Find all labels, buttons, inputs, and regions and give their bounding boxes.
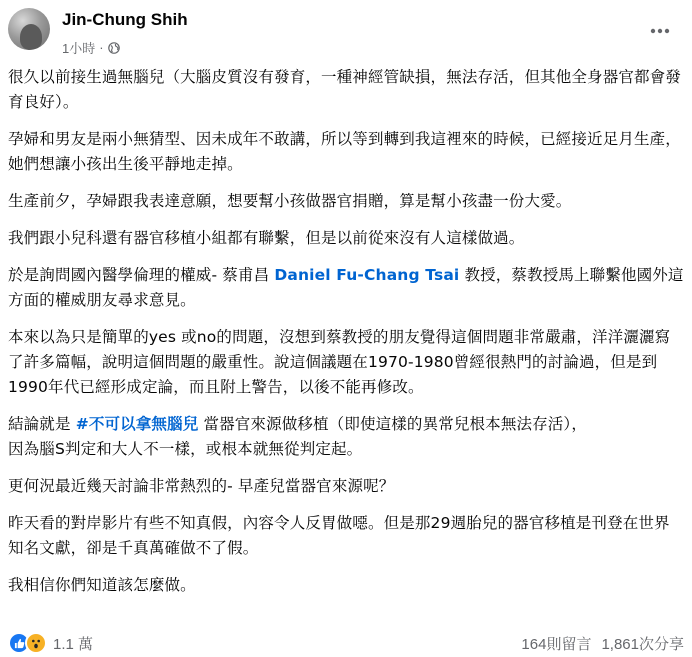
paragraph-5-text-b: 教授，蔡教授馬上聯繫他國外這方面的權威朋友尋求意見。 <box>8 266 684 309</box>
globe-icon[interactable] <box>108 42 120 54</box>
paragraph-5 <box>8 263 684 313</box>
post-body <box>8 65 684 610</box>
reaction-icons <box>8 632 47 654</box>
paragraph-6: 本來以為只是簡單的yes 或no的問題，沒想到蔡教授的朋友覺得這個問題非常嚴肅，洋洋灑灑寫了許多篇幅，說明這個問題的嚴重性。說這個議題在1970-1980曾經很熱門的討論過，但是到1990年代已經形成定論，而且附上警告，以後不能再修改。 <box>8 328 671 396</box>
hashtag-link[interactable]: #不可以拿無腦兒 <box>75 415 199 433</box>
paragraph-3: 生產前夕，孕婦跟我表達意願，想要幫小孩做器官捐贈，算是幫小孩盡一份大愛。 <box>8 192 572 210</box>
paragraph-10: 我相信你們知道該怎麼做。 <box>8 576 196 594</box>
more-options-button[interactable] <box>642 12 678 48</box>
avatar[interactable] <box>8 8 50 50</box>
paragraph-7 <box>8 412 684 437</box>
post-meta <box>62 38 120 57</box>
author-name[interactable]: Jin-Chung Shih <box>62 10 188 29</box>
paragraph-5-text-a: 於是詢問國內醫學倫理的權威- 蔡甫昌 <box>8 266 275 284</box>
timestamp[interactable]: 1小時 <box>62 41 96 56</box>
more-dots-icon <box>650 21 670 39</box>
reactions-summary[interactable] <box>8 632 93 654</box>
paragraph-7-text-b: 當器官來源做移植（即使這樣的異常兒根本無法存活）， <box>198 415 587 433</box>
reaction-count[interactable]: 1.1 萬 <box>53 635 94 653</box>
paragraph-7-text-a: 結論就是 <box>8 415 76 433</box>
comments-count[interactable]: 164則留言 <box>521 635 592 653</box>
mention-link[interactable]: Daniel Fu-Chang Tsai <box>274 266 460 284</box>
paragraph-4: 我們跟小兒科還有器官移植小組都有聯繫，但是以前從來沒有人這樣做過。 <box>8 229 525 247</box>
paragraph-1: 很久以前接生過無腦兒（大腦皮質沒有發育，一種神經管缺損，無法存活，但其他全身器官都會發育良好）。 <box>8 68 681 111</box>
paragraph-7-line-2: 因為腦S判定和大人不一樣，或根本就無從判定起。 <box>8 440 363 458</box>
post-footer <box>8 632 684 654</box>
paragraph-2: 孕婦和男友是兩小無猜型、因未成年不敢講，所以等到轉到我這裡來的時候，已經接近足月生產，她們想讓小孩出生後平靜地走掉。 <box>8 130 681 173</box>
shares-count[interactable]: 1,861次分享 <box>601 635 684 653</box>
post-header <box>8 8 684 58</box>
meta-separator: · <box>99 40 104 55</box>
paragraph-9: 昨天看的對岸影片有些不知真假，內容令人反胃做噁。但是那29週胎兒的器官移植是刊登在世界知名文獻，卻是千真萬確做不了假。 <box>8 514 670 557</box>
engagement-stats <box>521 633 684 654</box>
paragraph-8: 更何況最近幾天討論非常熱烈的- 早產兒當器官來源呢？ <box>8 477 395 495</box>
wow-icon <box>25 632 47 654</box>
